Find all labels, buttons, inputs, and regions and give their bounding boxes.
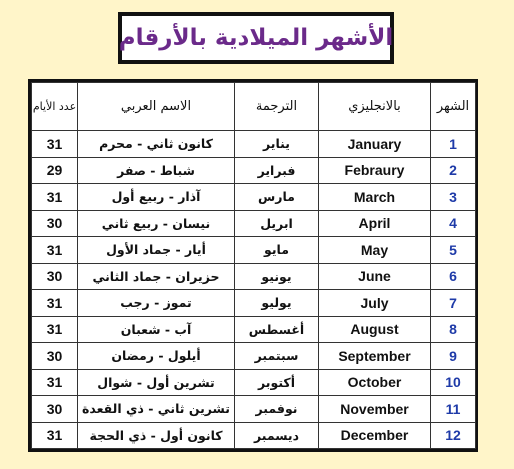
translation-cell: يوليو [235, 290, 319, 317]
translation-cell: مايو [235, 237, 319, 264]
translation-cell: ابريل [235, 210, 319, 237]
arabic-name-cell: آذار - ربيع أول [78, 184, 235, 211]
translation-cell: مارس [235, 184, 319, 211]
arabic-name-cell: شباط - صفر [78, 157, 235, 184]
header-english: بالانجليزي [319, 83, 431, 131]
table-row [32, 237, 476, 264]
table-row [32, 316, 476, 343]
month-number-cell: 4 [431, 210, 476, 237]
header-translation: الترجمة [235, 83, 319, 131]
table-row [32, 290, 476, 317]
table-row [32, 369, 476, 396]
month-number-cell: 12 [431, 422, 476, 449]
english-cell: January [319, 131, 431, 158]
month-number-cell: 8 [431, 316, 476, 343]
days-cell: 31 [32, 131, 78, 158]
arabic-name-cell: آب - شعبان [78, 316, 235, 343]
arabic-name-cell: كانون أول - ذي الحجة [78, 422, 235, 449]
english-cell: June [319, 263, 431, 290]
days-cell: 31 [32, 237, 78, 264]
arabic-name-cell: كانون ثاني - محرم [78, 131, 235, 158]
arabic-name-cell: تشرين أول - شوال [78, 369, 235, 396]
page-title: الأشهر الميلادية بالأرقام [118, 25, 394, 51]
table-row [32, 210, 476, 237]
month-number-cell: 2 [431, 157, 476, 184]
english-cell: March [319, 184, 431, 211]
translation-cell: سبتمبر [235, 343, 319, 370]
arabic-name-cell: تموز - رجب [78, 290, 235, 317]
header-month: الشهر [431, 83, 476, 131]
days-cell: 31 [32, 422, 78, 449]
english-cell: August [319, 316, 431, 343]
arabic-name-cell: أيلول - رمضان [78, 343, 235, 370]
table-row [32, 396, 476, 423]
days-cell: 31 [32, 290, 78, 317]
translation-cell: يونيو [235, 263, 319, 290]
english-cell: December [319, 422, 431, 449]
month-number-cell: 11 [431, 396, 476, 423]
table-header-row [32, 83, 476, 131]
english-cell: October [319, 369, 431, 396]
month-number-cell: 10 [431, 369, 476, 396]
days-cell: 31 [32, 316, 78, 343]
arabic-name-cell: تشرين ثاني - ذي القعدة [78, 396, 235, 423]
header-days: عدد الأيام [32, 83, 78, 131]
english-cell: September [319, 343, 431, 370]
month-number-cell: 9 [431, 343, 476, 370]
days-cell: 30 [32, 210, 78, 237]
table-row [32, 343, 476, 370]
english-cell: July [319, 290, 431, 317]
days-cell: 30 [32, 263, 78, 290]
translation-cell: أغسطس [235, 316, 319, 343]
table-row [32, 263, 476, 290]
header-arabic-name: الاسم العربي [78, 83, 235, 131]
month-number-cell: 1 [431, 131, 476, 158]
arabic-name-cell: حزيران - جماد الثاني [78, 263, 235, 290]
english-cell: May [319, 237, 431, 264]
english-cell: November [319, 396, 431, 423]
table-row [32, 184, 476, 211]
arabic-name-cell: أيار - جماد الأول [78, 237, 235, 264]
translation-cell: يناير [235, 131, 319, 158]
table-row [32, 131, 476, 158]
table-row [32, 422, 476, 449]
days-cell: 30 [32, 396, 78, 423]
arabic-name-cell: نيسان - ربيع ثاني [78, 210, 235, 237]
months-table-container [28, 79, 478, 452]
months-table [31, 82, 476, 449]
title-box [118, 12, 394, 64]
english-cell: April [319, 210, 431, 237]
table-row [32, 157, 476, 184]
month-number-cell: 5 [431, 237, 476, 264]
english-cell: Febraury [319, 157, 431, 184]
table-body [32, 131, 476, 449]
days-cell: 30 [32, 343, 78, 370]
month-number-cell: 7 [431, 290, 476, 317]
translation-cell: ديسمبر [235, 422, 319, 449]
month-number-cell: 6 [431, 263, 476, 290]
translation-cell: نوفمبر [235, 396, 319, 423]
translation-cell: أكتوبر [235, 369, 319, 396]
days-cell: 31 [32, 184, 78, 211]
days-cell: 31 [32, 369, 78, 396]
translation-cell: فبراير [235, 157, 319, 184]
month-number-cell: 3 [431, 184, 476, 211]
days-cell: 29 [32, 157, 78, 184]
